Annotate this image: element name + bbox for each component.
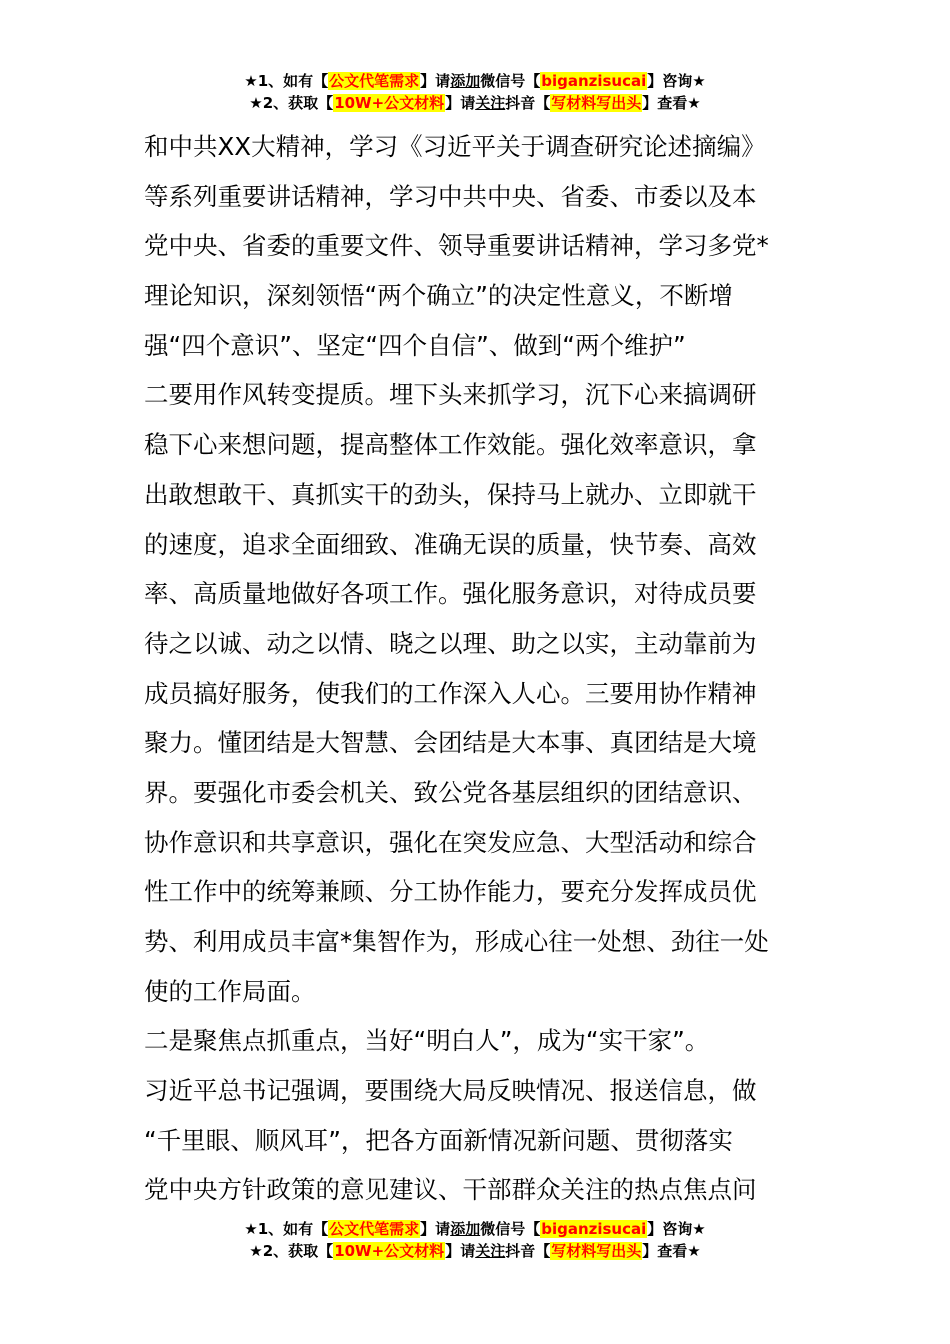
- banner-text: 】请: [420, 1220, 451, 1238]
- body-line: 稳下心来想问题，提高整体工作效能。强化效率意识，拿: [144, 430, 757, 460]
- banner-text: 微信号【: [480, 72, 541, 90]
- banner-text: 抖音【: [505, 1242, 551, 1260]
- body-line: 二要用作风转变提质。埋下头来抓学习，沉下心来搞调研: [144, 380, 757, 410]
- banner-text: ★2、获取【: [249, 1242, 334, 1260]
- body-line: 和中共XX大精神，学习《习近平关于调查研究论述摘编》: [144, 132, 766, 161]
- body-line: 习近平总书记强调，要围绕大局反映情况、报送信息，做: [144, 1076, 757, 1106]
- banner-text: 微信号【: [480, 1220, 541, 1238]
- banner-line-2: [0, 1240, 950, 1262]
- body-line: 性工作中的统筹兼顾、分工协作能力，要充分发挥成员优: [144, 877, 757, 907]
- banner-text: ★1、如有【: [244, 1220, 329, 1238]
- banner-text: 】请: [420, 72, 451, 90]
- banner-emphasis: 添加: [450, 1220, 481, 1238]
- banner-highlight: 写材料写出头: [551, 1242, 642, 1260]
- body-line: 使的工作局面。: [144, 976, 316, 1006]
- banner-highlight: 公文代笔需求: [329, 1220, 420, 1238]
- banner-highlight: 写材料写出头: [551, 94, 642, 112]
- banner-text: 】咨询★: [647, 1220, 706, 1238]
- footer-banner: [0, 1218, 950, 1262]
- body-line: 协作意识和共享意识，强化在突发应急、大型活动和综合: [144, 827, 757, 857]
- body-line: 率、高质量地做好各项工作。强化服务意识，对待成员要: [144, 579, 757, 609]
- banner-text: ★2、获取【: [249, 94, 334, 112]
- banner-text: 抖音【: [505, 94, 551, 112]
- banner-highlight: biganzisucai: [541, 1220, 647, 1238]
- body-line: 聚力。懂团结是大智慧、会团结是大本事、真团结是大境: [144, 728, 757, 758]
- body-line: 界。要强化市委会机关、致公党各基层组织的团结意识、: [144, 777, 757, 807]
- body-line: 等系列重要讲话精神，学习中共中央、省委、市委以及本: [144, 181, 757, 211]
- body-line: 出敢想敢干、真抓实干的劲头，保持马上就办、立即就干: [144, 479, 757, 509]
- header-banner: [0, 70, 950, 114]
- body-line: 势、利用成员丰富*集智作为，形成心往一处想、劲往一处: [144, 927, 769, 956]
- body-line: 强“四个意识”、坚定“四个自信”、做到“两个维护”: [144, 330, 686, 360]
- banner-line-1: [0, 1218, 950, 1240]
- body-line: 党中央方针政策的意见建议、干部群众关注的热点焦点问: [144, 1175, 757, 1205]
- banner-line-1: [0, 70, 950, 92]
- banner-emphasis: 关注: [475, 1242, 506, 1260]
- banner-highlight: 公文代笔需求: [329, 72, 420, 90]
- banner-text: 】查看★: [642, 94, 701, 112]
- banner-highlight: 10W+公文材料: [334, 1242, 445, 1260]
- banner-emphasis: 关注: [475, 94, 506, 112]
- document-body: [144, 122, 816, 1215]
- body-line: “千里眼、顺风耳”，把各方面新情况新问题、贯彻落实: [144, 1125, 733, 1155]
- banner-highlight: 10W+公文材料: [334, 94, 445, 112]
- banner-text: ★1、如有【: [244, 72, 329, 90]
- body-line: 党中央、省委的重要文件、领导重要讲话精神，学习多党*: [144, 231, 769, 261]
- banner-text: 】请: [445, 94, 476, 112]
- banner-line-2: [0, 92, 950, 114]
- body-line: 的速度，追求全面细致、准确无误的质量，快节奏、高效: [144, 529, 757, 559]
- body-line: 二是聚焦点抓重点，当好“明白人”，成为“实干家”。: [144, 1026, 710, 1056]
- body-line: 理论知识，深刻领悟“两个确立”的决定性意义，不断增: [144, 281, 733, 311]
- body-line: 成员搞好服务，使我们的工作深入人心。三要用协作精神: [144, 678, 757, 708]
- banner-text: 】请: [445, 1242, 476, 1260]
- banner-emphasis: 添加: [450, 72, 481, 90]
- body-line: 待之以诚、动之以情、晓之以理、助之以实，主动靠前为: [144, 628, 757, 658]
- banner-text: 】查看★: [642, 1242, 701, 1260]
- banner-text: 】咨询★: [647, 72, 706, 90]
- banner-highlight: biganzisucai: [541, 72, 647, 90]
